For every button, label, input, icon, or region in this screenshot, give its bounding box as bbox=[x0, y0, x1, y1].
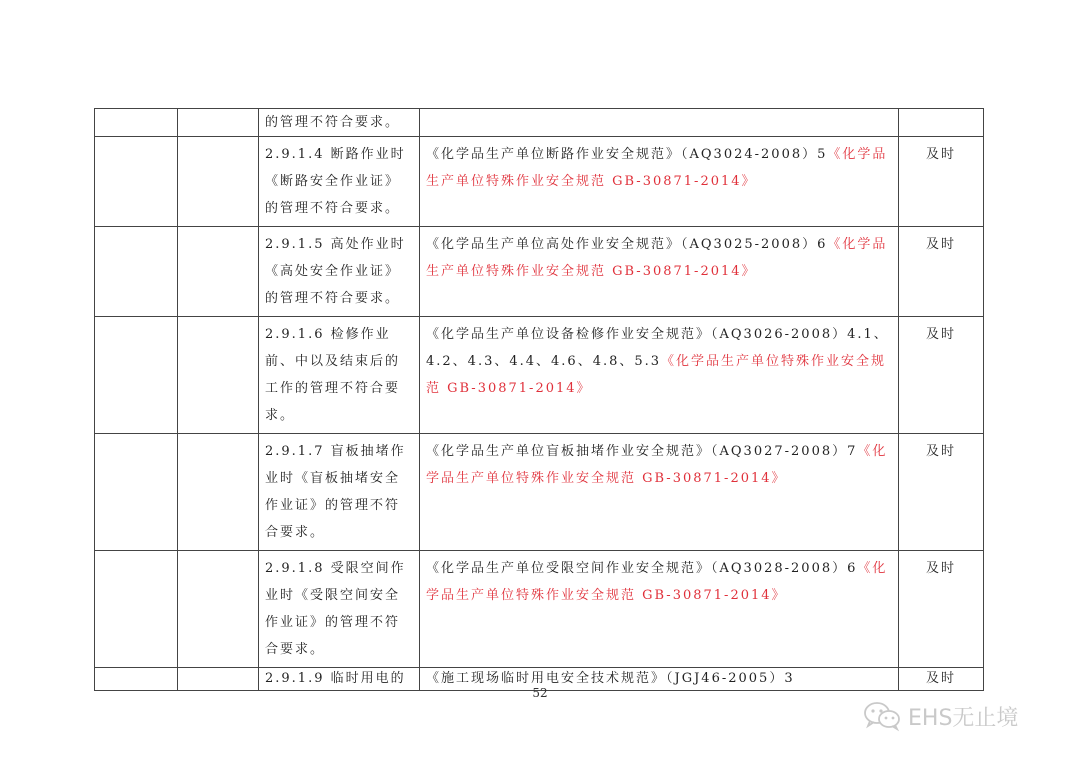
item-cell bbox=[259, 137, 420, 227]
timing-cell bbox=[899, 317, 984, 434]
basis-text: 《化学品生产单位高处作业安全规范》（AQ3025-2008）6 bbox=[426, 237, 828, 252]
timing-cell bbox=[899, 434, 984, 551]
timing-cell bbox=[899, 137, 984, 227]
item-text: 2.9.1.4 断路作业时《断路安全作业证》的管理不符合要求。 bbox=[265, 147, 406, 216]
category-cell bbox=[95, 137, 178, 227]
timing-text: 及时 bbox=[925, 671, 956, 686]
basis-text: 《化学品生产单位受限空间作业安全规范》（AQ3028-2008）6 bbox=[426, 561, 858, 576]
category-cell bbox=[95, 317, 178, 434]
item-cell bbox=[259, 434, 420, 551]
table-row bbox=[95, 227, 984, 317]
basis-text: 《化学品生产单位设备检修作业安全规范》（AQ3026-2008）4.1、4.2、4.3、4.4、4.6、4.8、5.3 bbox=[426, 327, 889, 369]
category-cell bbox=[95, 109, 178, 137]
table-row bbox=[95, 109, 984, 137]
category-cell bbox=[95, 551, 178, 668]
timing-text: 及时 bbox=[925, 147, 956, 162]
timing-text: 及时 bbox=[925, 327, 956, 342]
subcategory-cell bbox=[178, 551, 259, 668]
item-text: 2.9.1.9 临时用电的 bbox=[265, 671, 406, 686]
item-text: 的管理不符合要求。 bbox=[265, 115, 401, 130]
timing-cell bbox=[899, 227, 984, 317]
subcategory-cell bbox=[178, 434, 259, 551]
table-row bbox=[95, 551, 984, 668]
timing-text: 及时 bbox=[925, 561, 956, 576]
timing-cell bbox=[899, 109, 984, 137]
regulation-table bbox=[94, 108, 984, 691]
basis-text: 《施工现场临时用电安全技术规范》（JGJ46-2005）3 bbox=[426, 671, 795, 686]
basis-cell bbox=[420, 109, 899, 137]
watermark bbox=[862, 700, 1018, 732]
item-text: 2.9.1.8 受限空间作业时《受限空间安全作业证》的管理不符合要求。 bbox=[265, 561, 406, 657]
subcategory-cell bbox=[178, 109, 259, 137]
basis-red-text: 《化学品生产单位特殊作业安全规范 GB-30871-2014》 bbox=[426, 561, 888, 603]
timing-text: 及时 bbox=[925, 444, 956, 459]
basis-cell bbox=[420, 317, 899, 434]
item-text: 2.9.1.5 高处作业时《高处安全作业证》的管理不符合要求。 bbox=[265, 237, 406, 306]
table-row bbox=[95, 434, 984, 551]
basis-red-text: 《化学品生产单位特殊作业安全规范 GB-30871-2014》 bbox=[426, 354, 887, 396]
basis-red-text: 《化学品生产单位特殊作业安全规范 GB-30871-2014》 bbox=[426, 147, 888, 189]
basis-red-text: 《化学品生产单位特殊作业安全规范 GB-30871-2014》 bbox=[426, 237, 888, 279]
basis-red-text: 《化学品生产单位特殊作业安全规范 GB-30871-2014》 bbox=[426, 444, 888, 486]
table-row bbox=[95, 137, 984, 227]
subcategory-cell bbox=[178, 317, 259, 434]
category-cell bbox=[95, 227, 178, 317]
item-cell bbox=[259, 317, 420, 434]
page-number: 52 bbox=[532, 686, 548, 700]
timing-cell bbox=[899, 551, 984, 668]
timing-text: 及时 bbox=[925, 237, 956, 252]
table-row bbox=[95, 317, 984, 434]
subcategory-cell bbox=[178, 227, 259, 317]
item-cell bbox=[259, 551, 420, 668]
basis-text: 《化学品生产单位断路作业安全规范》（AQ3024-2008）5 bbox=[426, 147, 828, 162]
basis-cell bbox=[420, 434, 899, 551]
watermark-text: EHS无止境 bbox=[908, 705, 1019, 731]
basis-cell bbox=[420, 137, 899, 227]
basis-text: 《化学品生产单位盲板抽堵作业安全规范》（AQ3027-2008）7 bbox=[426, 444, 858, 459]
basis-cell bbox=[420, 227, 899, 317]
item-text: 2.9.1.7 盲板抽堵作业时《盲板抽堵安全作业证》的管理不符合要求。 bbox=[265, 444, 406, 540]
subcategory-cell bbox=[178, 137, 259, 227]
basis-cell bbox=[420, 551, 899, 668]
wechat-icon bbox=[862, 700, 902, 732]
item-cell bbox=[259, 227, 420, 317]
item-cell bbox=[259, 109, 420, 137]
item-text: 2.9.1.6 检修作业前、中以及结束后的工作的管理不符合要求。 bbox=[265, 327, 401, 423]
category-cell bbox=[95, 434, 178, 551]
